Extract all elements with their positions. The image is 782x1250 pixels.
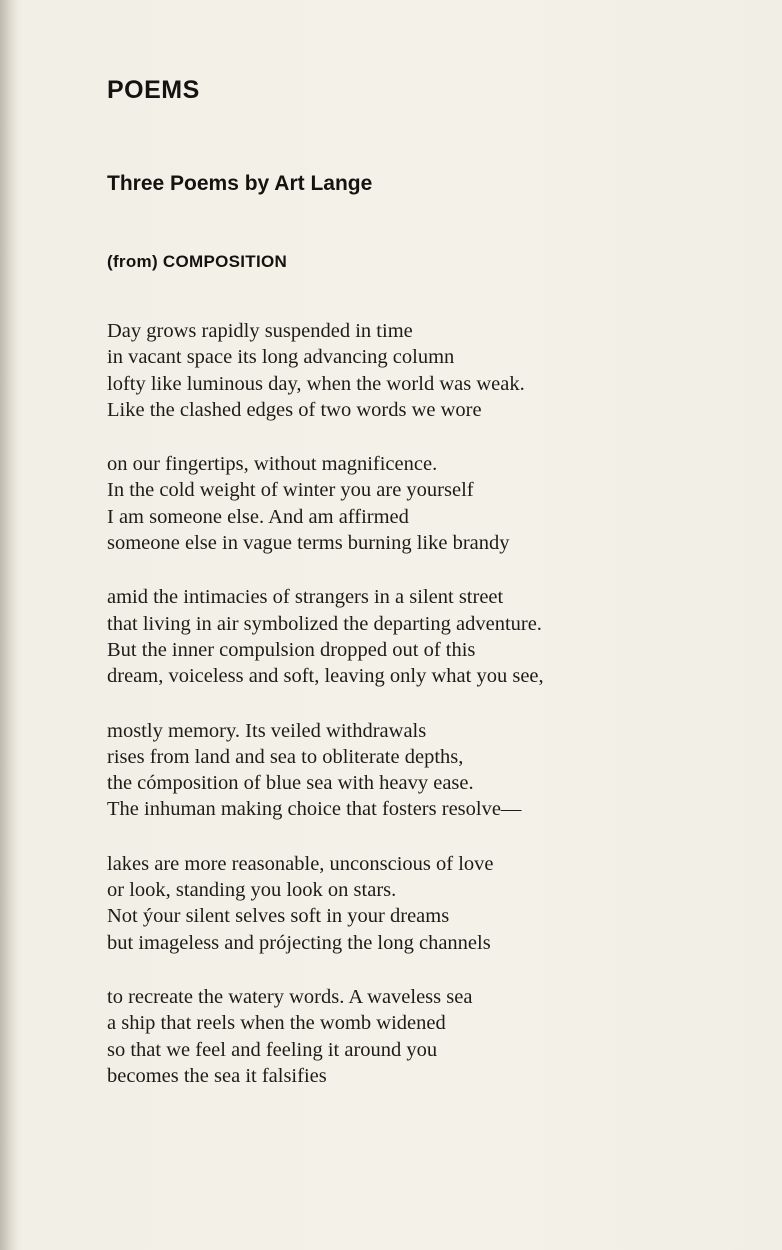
poem-line: amid the intimacies of strangers in a silent street xyxy=(107,586,504,609)
poem-line: dream, voiceless and soft, leaving only what you see, xyxy=(107,665,544,688)
poem-line: But the inner compulsion dropped out of this xyxy=(107,638,476,661)
poem-line: but imageless and prójecting the long channels xyxy=(107,931,491,954)
poem-line: rises from land and sea to obliterate depths, xyxy=(107,745,464,768)
poem-set-title: Three Poems by Art Lange xyxy=(107,172,373,195)
poem-line: Like the clashed edges of two words we wore xyxy=(107,398,482,421)
poem-line: lofty like luminous day, when the world was weak. xyxy=(107,372,525,395)
poem-line: on our fingertips, without magnificence. xyxy=(107,453,438,476)
poem-line: that living in air symbolized the departing adventure. xyxy=(107,612,542,635)
poem-body xyxy=(107,318,727,1117)
stanza-3 xyxy=(107,584,727,689)
poem-line: to recreate the watery words. A waveless sea xyxy=(107,985,473,1008)
stanza-1 xyxy=(107,318,727,423)
section-heading: POEMS xyxy=(107,76,200,104)
poem-line: The inhuman making choice that fosters resolve— xyxy=(107,798,522,821)
poem-line: a ship that reels when the womb widened xyxy=(107,1012,446,1035)
stanza-5 xyxy=(107,851,727,956)
poem-line: someone else in vague terms burning like brandy xyxy=(107,532,510,555)
poem-line: the cómposition of blue sea with heavy ease. xyxy=(107,772,474,795)
stanza-6 xyxy=(107,984,727,1089)
poem-line: I am someone else. And am affirmed xyxy=(107,505,409,528)
poem-line: so that we feel and feeling it around you xyxy=(107,1038,438,1061)
poem-line: becomes the sea it falsifies xyxy=(107,1064,327,1087)
stanza-2 xyxy=(107,451,727,556)
poem-title: (from) COMPOSITION xyxy=(107,252,288,271)
poem-line: Not ýour silent selves soft in your dreams xyxy=(107,905,450,928)
poem-line: mostly memory. Its veiled withdrawals xyxy=(107,719,427,742)
poem-line: in vacant space its long advancing column xyxy=(107,346,455,369)
poem-line: or look, standing you look on stars. xyxy=(107,879,397,902)
page-edge-shadow xyxy=(0,0,18,1250)
poem-line: lakes are more reasonable, unconscious of love xyxy=(107,852,494,875)
poem-line: In the cold weight of winter you are yourself xyxy=(107,479,474,502)
poem-line: Day grows rapidly suspended in time xyxy=(107,320,413,342)
stanza-4 xyxy=(107,718,727,823)
